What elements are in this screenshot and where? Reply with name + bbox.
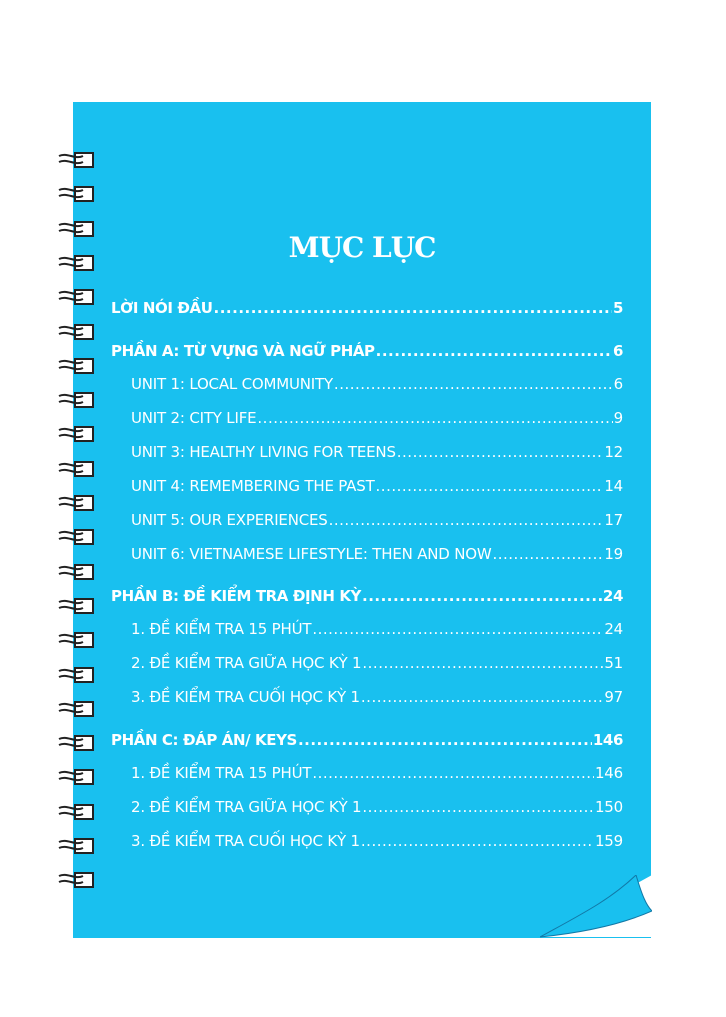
toc-page-number: 9 — [613, 409, 623, 427]
spiral-ring-icon — [57, 390, 97, 412]
spiral-ring-icon — [57, 424, 97, 446]
toc-label: UNIT 1: LOCAL COMMUNITY — [131, 375, 333, 393]
spiral-ring-icon — [57, 802, 97, 824]
toc-page-number: 51 — [604, 654, 623, 672]
spiral-ring-icon — [57, 596, 97, 618]
dot-leader — [362, 654, 603, 672]
toc-label: UNIT 4: REMEMBERING THE PAST — [131, 477, 375, 495]
toc-row[interactable] — [131, 409, 623, 427]
toc-label: 1. ĐỀ KIỂM TRA 15 PHÚT — [131, 764, 312, 782]
toc-page-number: 6 — [613, 375, 623, 393]
toc-page-number: 146 — [592, 731, 623, 749]
toc-label: PHẦN B: ĐỀ KIỂM TRA ĐỊNH KỲ — [111, 587, 362, 605]
toc-label: LỜI NÓI ĐẦU — [111, 299, 213, 317]
toc-page-number: 19 — [604, 545, 623, 563]
spiral-ring-icon — [57, 459, 97, 481]
toc-page-number: 24 — [602, 587, 623, 605]
spiral-ring-icon — [57, 322, 97, 344]
toc-row[interactable] — [131, 620, 623, 638]
dot-leader — [376, 342, 612, 360]
spiral-ring-icon — [57, 733, 97, 755]
toc-row[interactable] — [131, 375, 623, 393]
toc-row[interactable] — [131, 688, 623, 706]
toc-row[interactable] — [131, 477, 623, 495]
dot-leader — [298, 731, 592, 749]
toc-page-number: 146 — [594, 764, 623, 782]
toc-page-number: 24 — [604, 620, 623, 638]
toc-row[interactable] — [131, 443, 623, 461]
toc-label: 1. ĐỀ KIỂM TRA 15 PHÚT — [131, 620, 312, 638]
dot-leader — [362, 587, 602, 605]
spiral-ring-icon — [57, 767, 97, 789]
dot-leader — [214, 299, 612, 317]
toc-row[interactable] — [131, 654, 623, 672]
toc-row[interactable] — [131, 832, 623, 850]
toc-label: PHẦN C: ĐÁP ÁN/ KEYS — [111, 731, 297, 749]
toc-label: UNIT 3: HEALTHY LIVING FOR TEENS — [131, 443, 396, 461]
toc-page-number: 12 — [604, 443, 623, 461]
toc-label: UNIT 6: VIETNAMESE LIFESTYLE: THEN AND NOW — [131, 545, 492, 563]
toc-page-number: 17 — [604, 511, 623, 529]
toc-row[interactable] — [131, 764, 623, 782]
dot-leader — [376, 477, 604, 495]
spiral-ring-icon — [57, 356, 97, 378]
spiral-ring-icon — [57, 630, 97, 652]
spiral-ring-icon — [57, 493, 97, 515]
toc-page-number: 97 — [604, 688, 623, 706]
toc-row[interactable] — [111, 342, 623, 360]
toc-label: UNIT 5: OUR EXPERIENCES — [131, 511, 328, 529]
spiral-ring-icon — [57, 665, 97, 687]
dot-leader — [312, 764, 594, 782]
spiral-ring-icon — [57, 527, 97, 549]
page-title: MỤC LỤC — [288, 230, 436, 264]
toc-row[interactable] — [131, 511, 623, 529]
spiral-ring-icon — [57, 836, 97, 858]
toc-row[interactable] — [131, 798, 623, 816]
spiral-ring-icon — [57, 699, 97, 721]
dot-leader — [312, 620, 603, 638]
dot-leader — [361, 688, 603, 706]
dot-leader — [257, 409, 612, 427]
toc-label: 2. ĐỀ KIỂM TRA GIỮA HỌC KỲ 1 — [131, 654, 362, 672]
toc-page-number: 159 — [594, 832, 623, 850]
toc-page-number: 6 — [612, 342, 623, 360]
toc-page-number: 5 — [612, 299, 623, 317]
dot-leader — [361, 832, 594, 850]
spiral-ring-icon — [57, 184, 97, 206]
toc-label: PHẦN A: TỪ VỰNG VÀ NGỮ PHÁP — [111, 342, 375, 360]
dot-leader — [397, 443, 604, 461]
toc-label: 3. ĐỀ KIỂM TRA CUỐI HỌC KỲ 1 — [131, 688, 360, 706]
dot-leader — [362, 798, 594, 816]
dot-leader — [334, 375, 613, 393]
dot-leader — [492, 545, 603, 563]
toc-row[interactable] — [111, 587, 623, 605]
toc-row[interactable] — [131, 545, 623, 563]
toc-label: UNIT 2: CITY LIFE — [131, 409, 257, 427]
toc-label: 3. ĐỀ KIỂM TRA CUỐI HỌC KỲ 1 — [131, 832, 360, 850]
toc-page-number: 14 — [604, 477, 623, 495]
spiral-ring-icon — [57, 870, 97, 892]
spiral-ring-icon — [57, 562, 97, 584]
spiral-ring-icon — [57, 287, 97, 309]
page-curl-icon — [540, 875, 652, 939]
toc-page-number: 150 — [594, 798, 623, 816]
dot-leader — [329, 511, 604, 529]
spiral-ring-icon — [57, 150, 97, 172]
toc-row[interactable] — [111, 299, 623, 317]
toc-row[interactable] — [111, 731, 623, 749]
toc-label: 2. ĐỀ KIỂM TRA GIỮA HỌC KỲ 1 — [131, 798, 362, 816]
